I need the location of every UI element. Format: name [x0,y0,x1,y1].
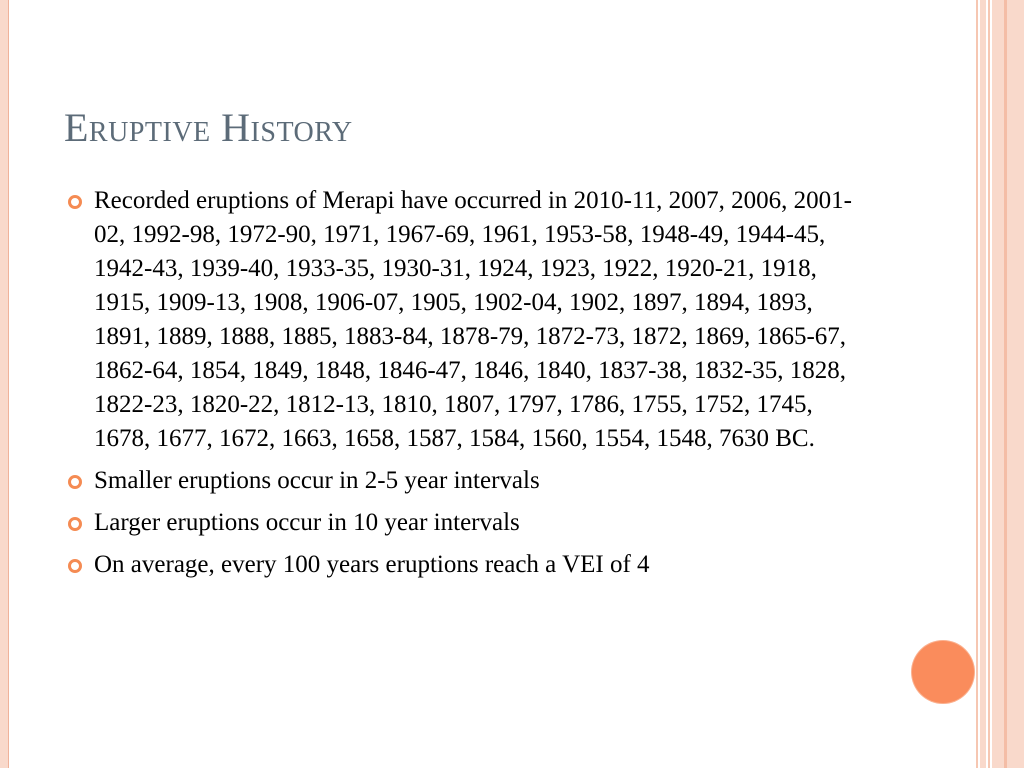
right-border-stripe [980,0,986,768]
right-border-stripe [988,0,990,768]
ring-bullet-icon [68,475,82,489]
bullet-text: On average, every 100 years eruptions reach a VEI of 4 [94,551,650,578]
right-border-stripe [976,0,978,768]
left-border-line [8,0,9,768]
right-border-stripe [1004,0,1007,768]
ring-bullet-icon [68,559,82,573]
bullet-item [68,506,868,540]
bullet-list [68,184,868,590]
bullet-text: Larger eruptions occur in 10 year intervals [94,509,520,536]
bullet-text: Smaller eruptions occur in 2-5 year intervals [94,467,540,494]
bullet-item [68,464,868,498]
left-border-decoration [0,0,8,768]
bullet-text: Recorded eruptions of Merapi have occurred in 2010-11, 2007, 2006, 2001-02, 1992-98, 1972-90, 1971, 1967-69, 1961, 1953-58, 1948-49, 1944-45, 1942-43, 1939-40, 1933-35, 1930-31, 1924, 1923, 1922, 1920-21, 1918, 1915, 1909-13, 1908, 1906-07, 1905, 1902-04, 1902, 1897, 1894, 1893, 1891, 1889, 1888, 1885, 1883-84, 1878-79, 1872-73, 1872, 1869, 1865-67, 1862-64, 1854, 1849, 1848, 1846-47, 1846, 1840, 1837-38, 1832-35, 1828, 1822-23, 1820-22, 1812-13, 1810, 1807, 1797, 1786, 1755, 1752, 1745, 1678, 1677, 1672, 1663, 1658, 1587, 1584, 1560, 1554, 1548, 7630 BC. [94,187,852,452]
ring-bullet-icon [68,517,82,531]
bullet-item [68,548,868,582]
slide-title: Eruptive History [64,105,353,150]
bullet-item [68,184,868,456]
ring-bullet-icon [68,195,82,209]
orange-circle-decoration [912,641,974,703]
right-border-stripe [992,0,1024,768]
